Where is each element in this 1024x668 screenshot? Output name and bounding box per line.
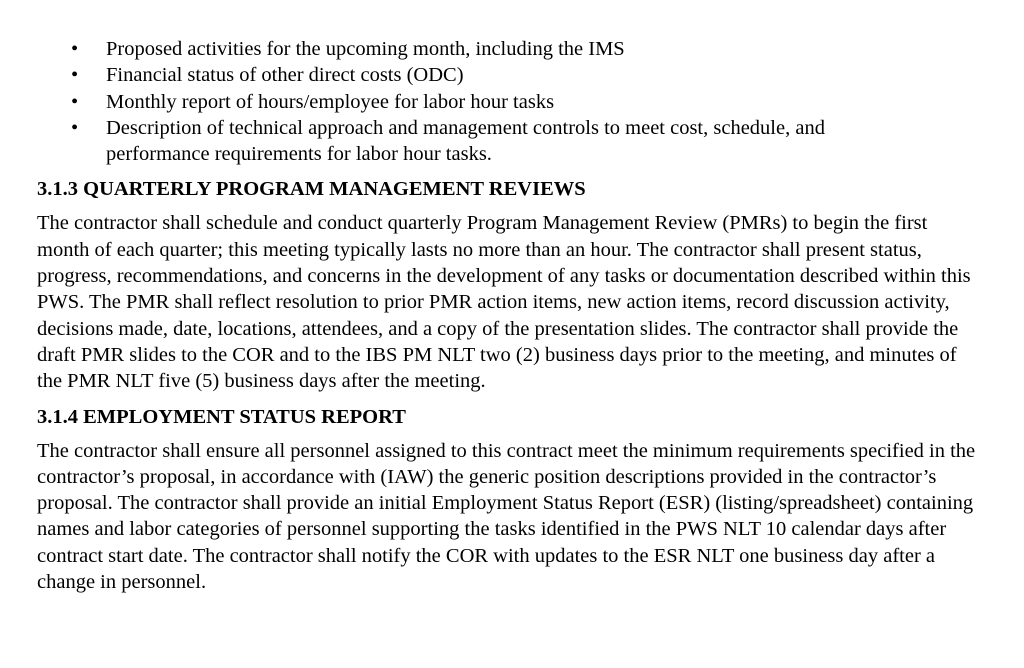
bullet-icon: •	[71, 64, 79, 87]
bullet-icon: •	[71, 38, 79, 60]
list-item-text: Proposed activities for the upcoming month, including the IMS	[106, 38, 625, 60]
section-heading-employment-status: 3.1.4 EMPLOYMENT STATUS REPORT	[37, 405, 406, 428]
list-item-text: Monthly report of hours/employee for labor hour tasks	[106, 90, 555, 113]
list-item	[37, 115, 926, 168]
bullet-icon: •	[71, 90, 79, 113]
section-heading-quarterly-pmr: 3.1.3 QUARTERLY PROGRAM MANAGEMENT REVIEWS	[37, 178, 586, 201]
list-item	[37, 89, 926, 115]
list-item-text: Financial status of other direct costs (ODC)	[106, 64, 464, 87]
list-item-text: Description of technical approach and management controls to meet cost, schedule, and performance requirements for labor hour tasks.	[106, 116, 825, 166]
section-body-quarterly-pmr: The contractor shall schedule and conduct quarterly Program Management Review (PMRs) to begin the first month of each quarter; this meeting typically lasts no more than an hour. The contractor shall present status, progress, recommendations, and concerns in the development of any tasks or documentation described within this PWS. The PMR shall reflect resolution to prior PMR action items, new action items, record discussion activity, decisions made, date, locations, attendees, and a copy of the presentation slides. The contractor shall provide the draft PMR slides to the COR and to the IBS PM NLT two (2) business days prior to the meeting, and minutes of the PMR NLT five (5) business days after the meeting.	[37, 212, 971, 393]
list-item	[37, 62, 926, 88]
bullet-list	[37, 36, 997, 167]
document-page	[37, 36, 997, 595]
section-body-employment-status: The contractor shall ensure all personnel assigned to this contract meet the minimum requirements specified in the contractor’s proposal, in accordance with (IAW) the generic position descriptions provided in the contractor’s proposal. The contractor shall provide an initial Employment Status Report (ESR) (listing/spreadsheet) containing names and labor categories of personnel supporting the tasks identified in the PWS NLT 10 calendar days after contract start date. The contractor shall notify the COR with updates to the ESR NLT one business day after a change in personnel.	[37, 439, 976, 594]
bullet-icon: •	[71, 116, 79, 139]
list-item	[37, 36, 926, 62]
